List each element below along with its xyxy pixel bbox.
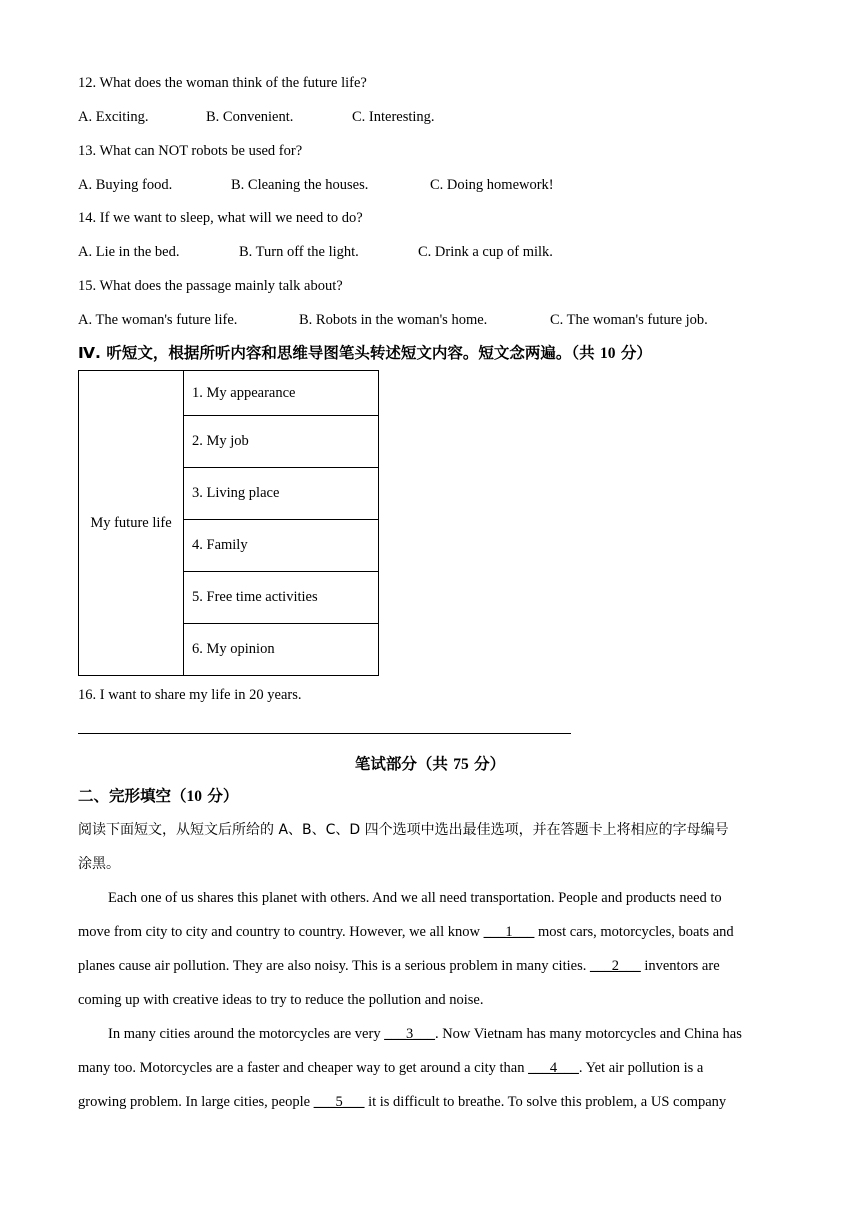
cloze-instruction-cont: 涂黑。 [78,856,120,872]
option-b: B. Robots in the woman's home. [299,312,488,328]
option-b: B. Cleaning the houses. [231,177,369,193]
mind-map-root: My future life [79,371,184,676]
blank-1[interactable]: ___1___ [483,924,535,940]
answer-line[interactable] [78,733,571,734]
mind-map-item: 5. Free time activities [184,572,379,624]
mind-map-item: 3. Living place [184,468,379,520]
mind-map-item: 6. My opinion [184,624,379,676]
question-14: 14. If we want to sleep, what will we need to do? [78,210,363,226]
passage-line: Each one of us shares this planet with others. And we all need transportation. People and products need to [108,890,722,906]
option-a: A. Exciting. [78,109,149,125]
blank-2[interactable]: ___2___ [589,958,641,974]
blank-3[interactable]: ___3___ [384,1026,435,1042]
mind-map-item: 4. Family [184,520,379,572]
options-14 [78,242,553,262]
option-c: C. Doing homework! [430,177,554,193]
written-part-title: 笔试部分（共 75 分） [354,755,506,773]
option-a: A. Lie in the bed. [78,244,180,260]
options-15 [78,310,708,330]
cloze-instruction: 阅读下面短文，从短文后所给的 A、B、C、D 四个选项中选出最佳选项，并在答题卡上将相应的字母编号 [78,822,729,838]
option-b: B. Turn off the light. [239,244,359,260]
mind-map-table [78,370,379,676]
section-4-heading: Ⅳ. 听短文，根据所听内容和思维导图笔头转述短文内容。短文念两遍。（共 10 分） [78,344,652,362]
option-c: C. Drink a cup of milk. [418,244,553,260]
option-b: B. Convenient. [206,109,294,125]
passage-line: many too. Motorcycles are a faster and cheaper way to get around a city than ___4___. Yet air pollution is a [78,1060,704,1076]
question-16: 16. I want to share my life in 20 years. [78,687,302,703]
question-12: 12. What does the woman think of the future life? [78,75,367,91]
passage-line: planes cause air pollution. They are also noisy. This is a serious problem in many cities. ___2___ inventors are [78,958,720,974]
option-c: C. The woman's future job. [550,312,708,328]
options-13 [78,175,554,195]
blank-5[interactable]: ___5___ [313,1094,365,1110]
option-c: C. Interesting. [352,109,435,125]
passage-line: coming up with creative ideas to try to reduce the pollution and noise. [78,992,484,1008]
question-15: 15. What does the passage mainly talk about? [78,278,343,294]
blank-4[interactable]: ___4___ [528,1060,579,1076]
option-a: A. The woman's future life. [78,312,238,328]
passage-line: move from city to city and country to country. However, we all know ___1___ most cars, motorcycles, boats and [78,924,734,940]
option-a: A. Buying food. [78,177,173,193]
question-13: 13. What can NOT robots be used for? [78,143,303,159]
mind-map-item: 2. My job [184,416,379,468]
mind-map-item: 1. My appearance [184,371,379,416]
passage-line: In many cities around the motorcycles are very ___3___. Now Vietnam has many motorcycles and China has [108,1026,742,1042]
options-12 [78,107,435,127]
passage-line: growing problem. In large cities, people ___5___ it is difficult to breathe. To solve this problem, a US company [78,1094,727,1110]
cloze-heading: 二、完形填空（10 分） [78,787,239,805]
